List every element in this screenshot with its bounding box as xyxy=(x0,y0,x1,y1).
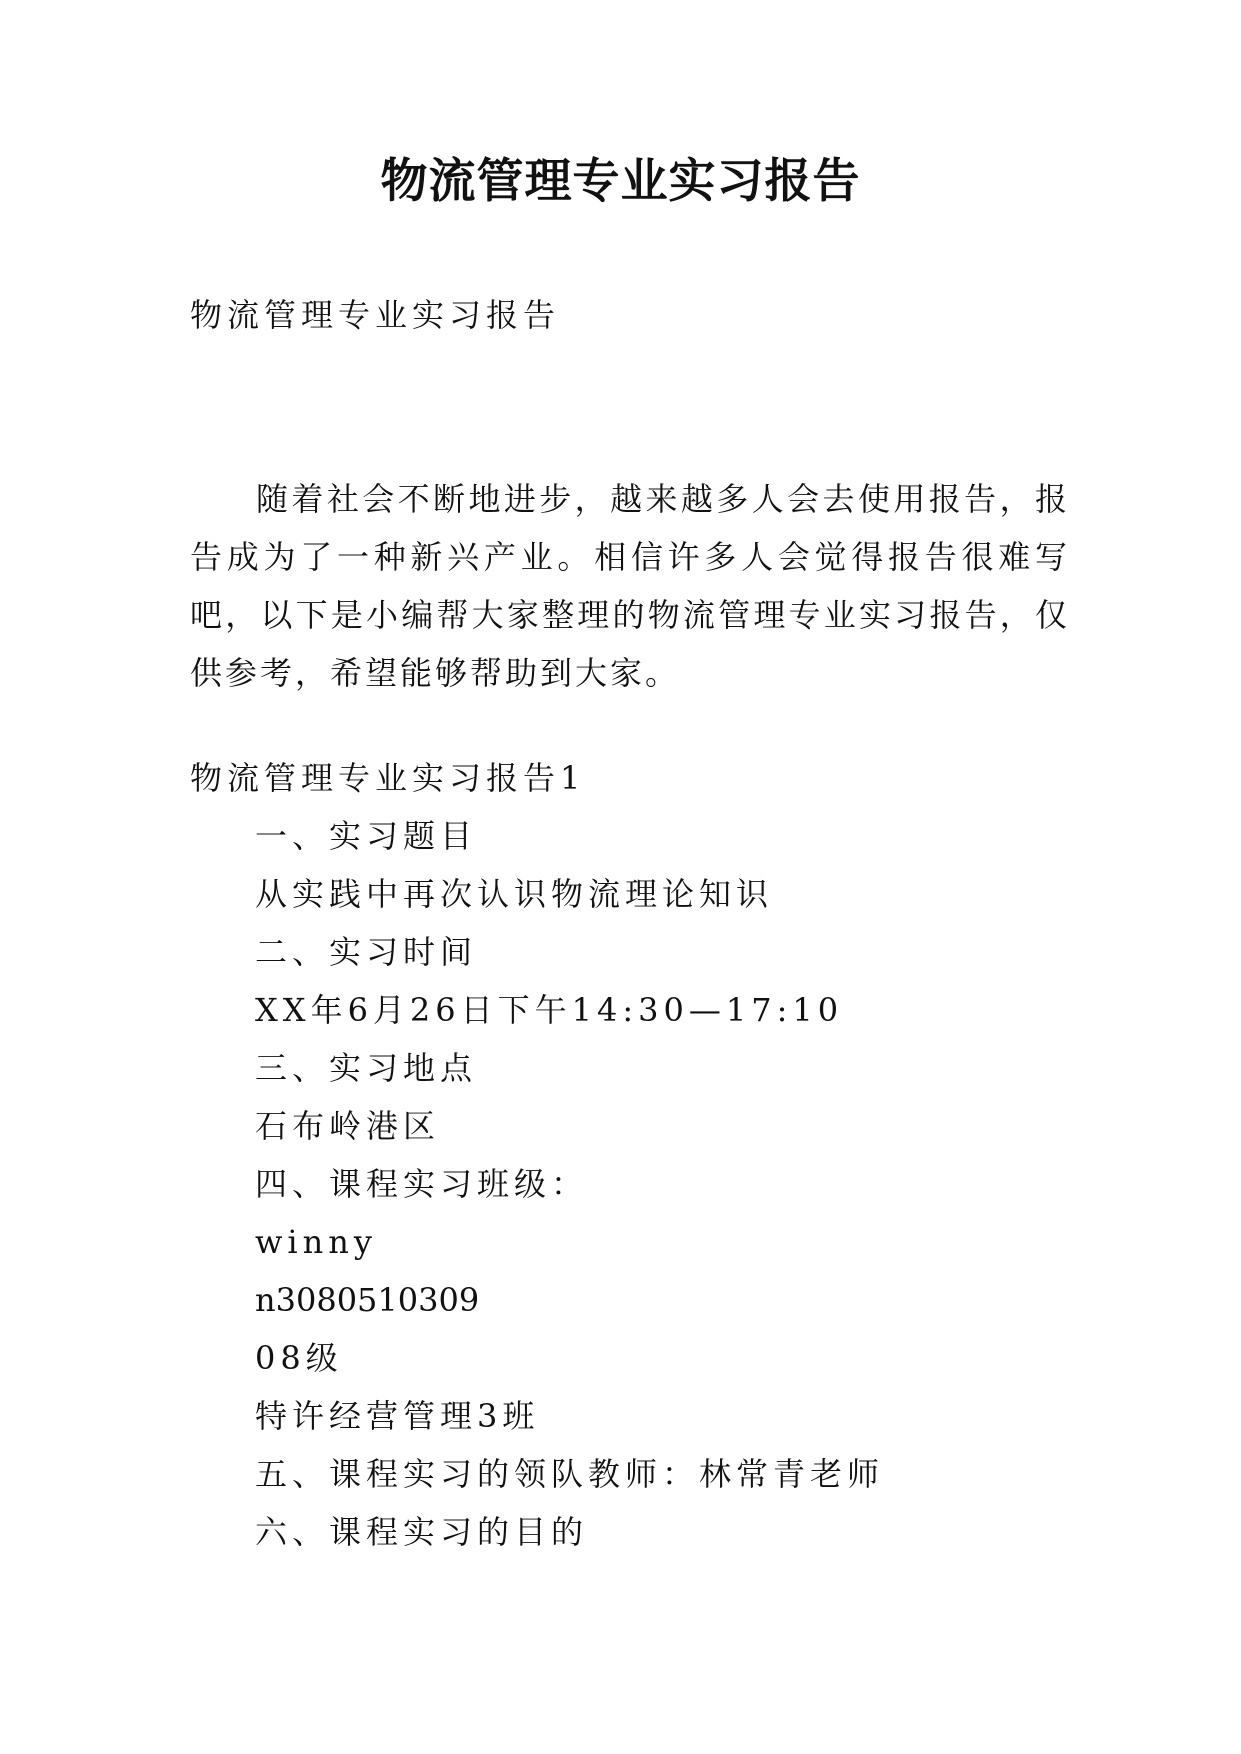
item-heading-teacher: 五、课程实习的领队教师：林常青老师 xyxy=(255,1455,885,1493)
item-location-value: 石布岭港区 xyxy=(255,1107,441,1145)
item-heading-location: 三、实习地点 xyxy=(255,1049,478,1087)
item-class-major: 特许经营管理3班 xyxy=(255,1397,540,1435)
item-class-name: winny xyxy=(255,1223,377,1261)
item-time-value: XX年6月26日下午14:30—17:10 xyxy=(255,991,844,1029)
document-subtitle: 物流管理专业实习报告 xyxy=(190,296,561,334)
section-heading: 物流管理专业实习报告1 xyxy=(190,759,586,797)
document-title: 物流管理专业实习报告 xyxy=(380,154,861,209)
item-topic-value: 从实践中再次认识物流理论知识 xyxy=(255,875,774,913)
item-heading-topic: 一、实习题目 xyxy=(255,817,478,855)
item-class-grade: 08级 xyxy=(255,1339,343,1377)
item-heading-time: 二、实习时间 xyxy=(255,933,478,971)
intro-paragraph: 随着社会不断地进步，越来越多人会去使用报告，报告成为了一种新兴产业。相信许多人会觉得报告很难写吧，以下是小编帮大家整理的物流管理专业实习报告，仅供参考，希望能够帮助到大家。 xyxy=(190,480,1070,692)
item-class-number: n3080510309 xyxy=(255,1281,480,1319)
item-heading-purpose: 六、课程实习的目的 xyxy=(255,1513,589,1551)
item-heading-class: 四、课程实习班级： xyxy=(255,1165,589,1203)
